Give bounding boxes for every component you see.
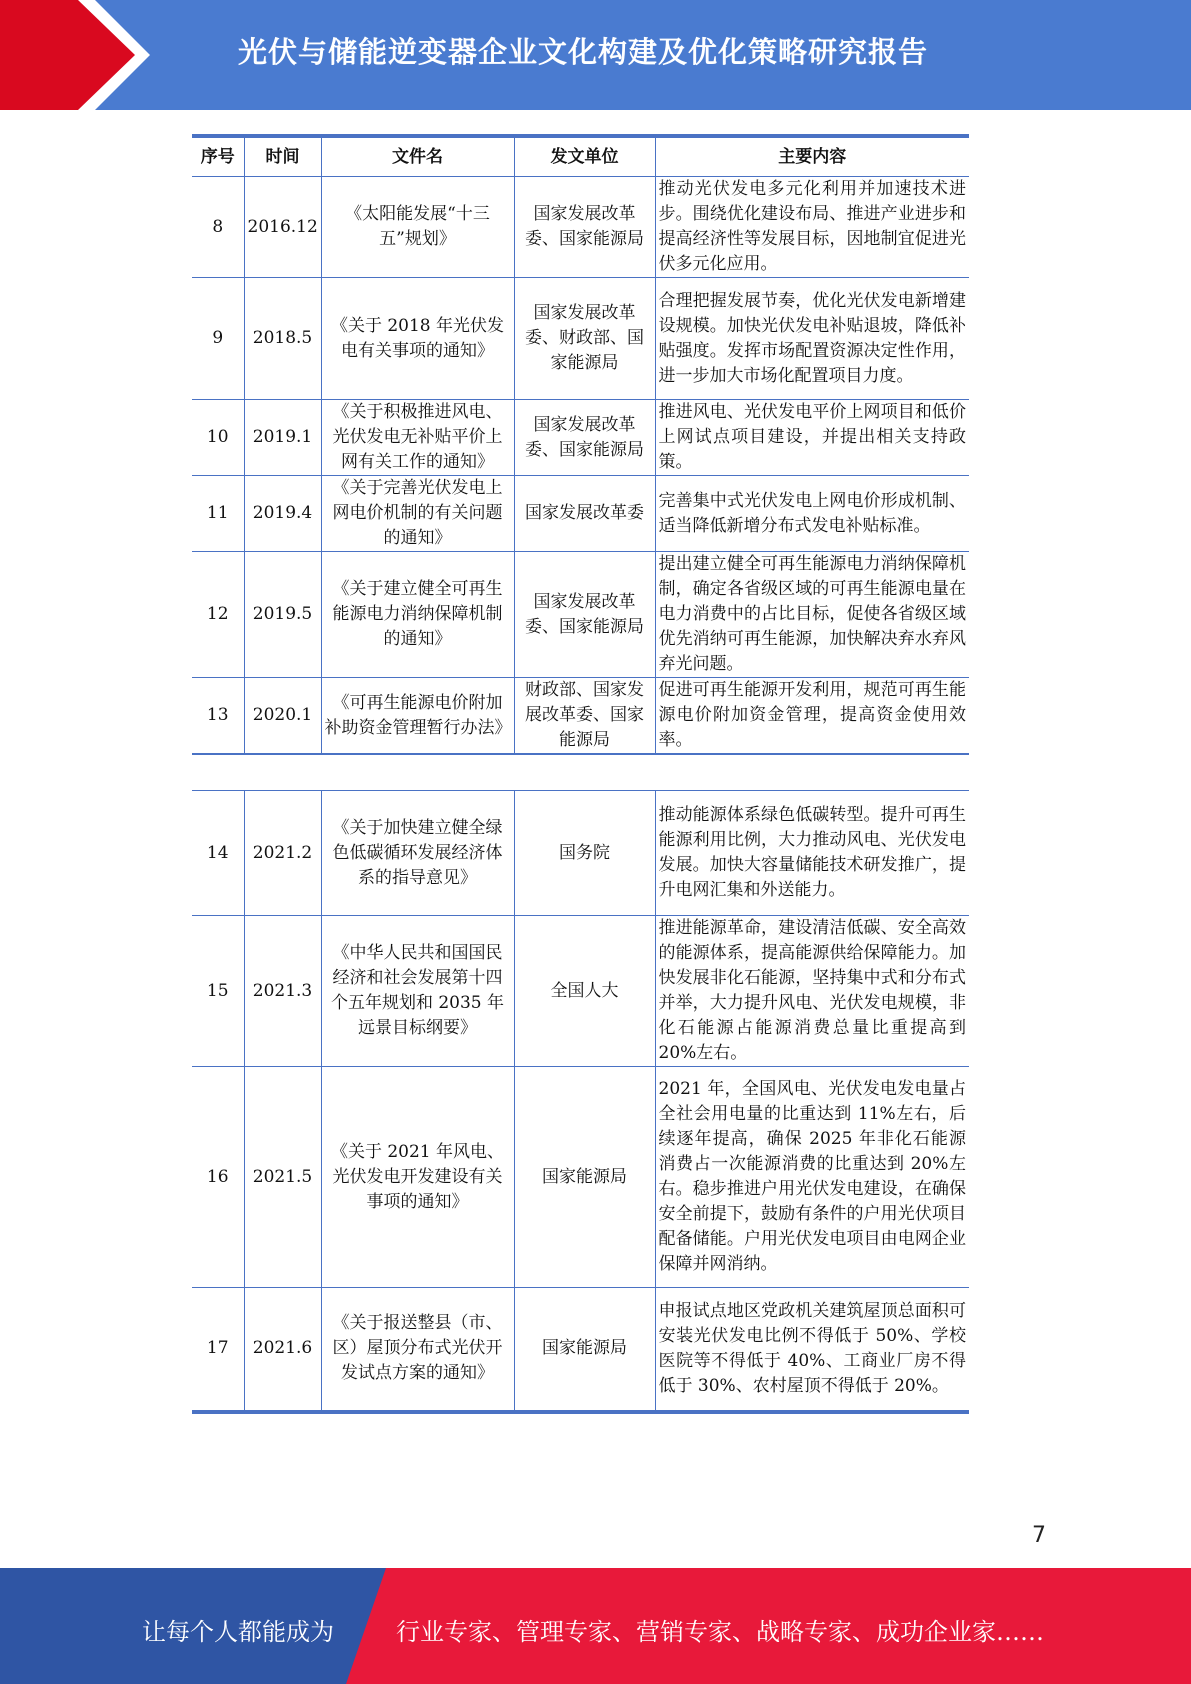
row-date: 2021.3 xyxy=(244,916,321,1067)
row-number: 16 xyxy=(192,1067,244,1288)
page-number: 7 xyxy=(1032,1523,1046,1548)
row-issuer: 国家发展改革委、国家能源局 xyxy=(514,177,655,278)
row-content: 促进可再生能源开发利用，规范可再生能源电价附加资金管理，提高资金使用效率。 xyxy=(655,678,969,755)
header-red-arrow-decoration xyxy=(0,0,150,110)
row-content: 推动光伏发电多元化利用并加速技术进步。围绕优化建设布局、推进产业进步和提高经济性等发展目标，因地制宜促进光伏多元化应用。 xyxy=(655,177,969,278)
policy-table-part-2 xyxy=(192,790,969,1414)
row-number: 14 xyxy=(192,791,244,916)
row-date: 2019.1 xyxy=(244,400,321,476)
row-content: 推动能源体系绿色低碳转型。提升可再生能源利用比例，大力推动风电、光伏发电发展。加快大容量储能技术研发推广，提升电网汇集和外送能力。 xyxy=(655,791,969,916)
row-number: 9 xyxy=(192,278,244,400)
row-content: 推进能源革命，建设清洁低碳、安全高效的能源体系，提高能源供给保障能力。加快发展非化石能源，坚持集中式和分布式并举，大力提升风电、光伏发电规模，非化石能源占能源消费总量比重提高到 20%左右。 xyxy=(655,916,969,1067)
table-row xyxy=(192,1288,969,1412)
table-row xyxy=(192,400,969,476)
table-row xyxy=(192,552,969,678)
row-date: 2021.5 xyxy=(244,1067,321,1288)
row-number: 15 xyxy=(192,916,244,1067)
row-file-name: 《可再生能源电价附加补助资金管理暂行办法》 xyxy=(321,678,514,755)
row-issuer: 国家发展改革委 xyxy=(514,476,655,552)
row-number: 12 xyxy=(192,552,244,678)
row-issuer: 国务院 xyxy=(514,791,655,916)
row-issuer: 国家发展改革委、国家能源局 xyxy=(514,552,655,678)
column-header-file: 文件名 xyxy=(321,136,514,177)
page-footer xyxy=(0,1568,1191,1684)
row-content: 申报试点地区党政机关建筑屋顶总面积可安装光伏发电比例不得低于 50%、学校医院等不得低于 40%、工商业厂房不得低于 30%、农村屋顶不得低于 20%。 xyxy=(655,1288,969,1412)
table-row xyxy=(192,678,969,755)
table-row xyxy=(192,791,969,916)
row-number: 8 xyxy=(192,177,244,278)
table-row xyxy=(192,177,969,278)
row-number: 10 xyxy=(192,400,244,476)
row-file-name: 《太阳能发展“十三五”规划》 xyxy=(321,177,514,278)
footer-slogan-left: 让每个人都能成为 xyxy=(142,1618,334,1646)
row-file-name: 《关于报送整县（市、区）屋顶分布式光伏开发试点方案的通知》 xyxy=(321,1288,514,1412)
row-issuer: 国家发展改革委、财政部、国家能源局 xyxy=(514,278,655,400)
row-issuer: 全国人大 xyxy=(514,916,655,1067)
row-content: 推进风电、光伏发电平价上网项目和低价上网试点项目建设，并提出相关支持政策。 xyxy=(655,400,969,476)
row-issuer: 国家发展改革委、国家能源局 xyxy=(514,400,655,476)
row-content: 完善集中式光伏发电上网电价形成机制、适当降低新增分布式发电补贴标准。 xyxy=(655,476,969,552)
row-file-name: 《关于积极推进风电、光伏发电无补贴平价上网有关工作的通知》 xyxy=(321,400,514,476)
row-issuer: 国家能源局 xyxy=(514,1288,655,1412)
column-header-date: 时间 xyxy=(244,136,321,177)
row-date: 2021.6 xyxy=(244,1288,321,1412)
column-header-issuer: 发文单位 xyxy=(514,136,655,177)
row-content: 2021 年，全国风电、光伏发电发电量占全社会用电量的比重达到 11%左右，后续逐年提高，确保 2025 年非化石能源消费占一次能源消费的比重达到 20%左右。稳步推进户用光伏发电建设，在确保安全前提下，鼓励有条件的户用光伏项目配备储能。户用光伏发电项目由电网企业保障并网消纳。 xyxy=(655,1067,969,1288)
column-header-no: 序号 xyxy=(192,136,244,177)
row-file-name: 《关于 2018 年光伏发电有关事项的通知》 xyxy=(321,278,514,400)
row-file-name: 《中华人民共和国国民经济和社会发展第十四个五年规划和 2035 年远景目标纲要》 xyxy=(321,916,514,1067)
row-date: 2016.12 xyxy=(244,177,321,278)
row-date: 2021.2 xyxy=(244,791,321,916)
column-header-content: 主要内容 xyxy=(655,136,969,177)
policy-table-part-1 xyxy=(192,134,969,755)
row-date: 2019.5 xyxy=(244,552,321,678)
row-date: 2020.1 xyxy=(244,678,321,755)
row-file-name: 《关于建立健全可再生能源电力消纳保障机制的通知》 xyxy=(321,552,514,678)
row-file-name: 《关于完善光伏发电上网电价机制的有关问题的通知》 xyxy=(321,476,514,552)
footer-slogan-right: 行业专家、管理专家、营销专家、战略专家、成功企业家…… xyxy=(396,1618,1044,1646)
row-number: 11 xyxy=(192,476,244,552)
row-number: 13 xyxy=(192,678,244,755)
page-header xyxy=(0,0,1191,110)
row-date: 2018.5 xyxy=(244,278,321,400)
table-row xyxy=(192,476,969,552)
table-row xyxy=(192,1067,969,1288)
table-header-row xyxy=(192,136,969,177)
table-row xyxy=(192,278,969,400)
row-file-name: 《关于 2021 年风电、光伏发电开发建设有关事项的通知》 xyxy=(321,1067,514,1288)
row-content: 合理把握发展节奏，优化光伏发电新增建设规模。加快光伏发电补贴退坡，降低补贴强度。发挥市场配置资源决定性作用，进一步加大市场化配置项目力度。 xyxy=(655,278,969,400)
row-file-name: 《关于加快建立健全绿色低碳循环发展经济体系的指导意见》 xyxy=(321,791,514,916)
report-title: 光伏与储能逆变器企业文化构建及优化策略研究报告 xyxy=(238,35,929,69)
row-issuer: 国家能源局 xyxy=(514,1067,655,1288)
row-content: 提出建立健全可再生能源电力消纳保障机制，确定各省级区域的可再生能源电量在电力消费中的占比目标，促使各省级区域优先消纳可再生能源，加快解决弃水弃风弃光问题。 xyxy=(655,552,969,678)
row-date: 2019.4 xyxy=(244,476,321,552)
table-row xyxy=(192,916,969,1067)
row-number: 17 xyxy=(192,1288,244,1412)
row-issuer: 财政部、国家发展改革委、国家能源局 xyxy=(514,678,655,755)
